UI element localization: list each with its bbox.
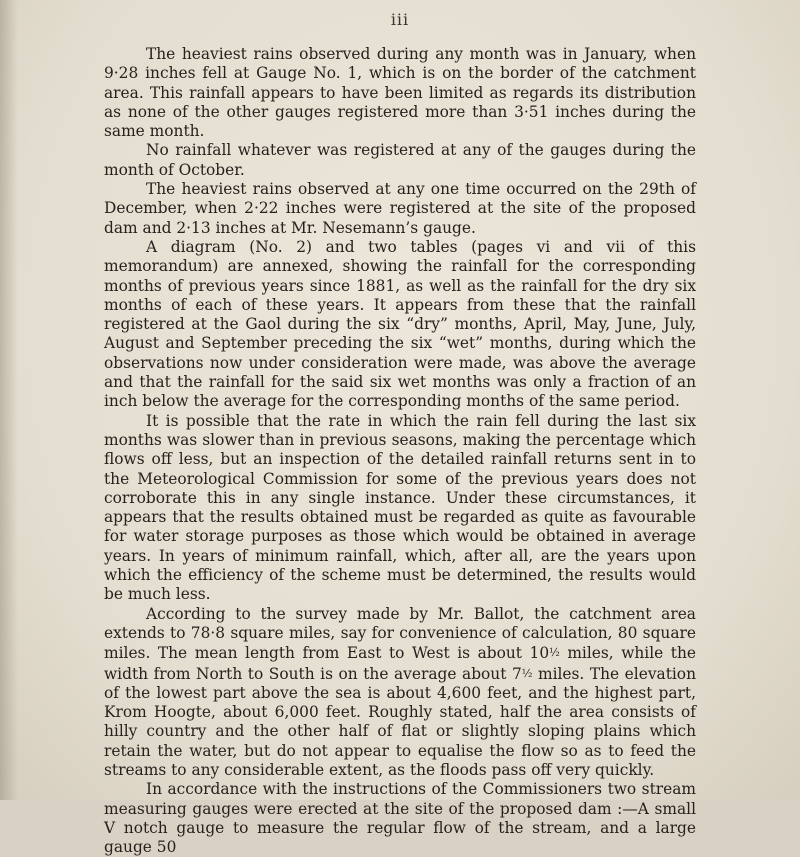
body-text bbox=[104, 45, 696, 857]
fraction-half-1: ½ bbox=[549, 646, 560, 660]
paragraph-october: No rainfall whatever was registered at any of the gauges during the month of October. bbox=[104, 141, 696, 179]
page-number: iii bbox=[390, 10, 410, 29]
paragraph-january-rainfall: The heaviest rains observed during any month was in January, when 9·28 inches fell at Gauge No. 1, which is on the border of the catchment area. This rainfall appears to have been limited as regards its distribution as none of the other gauges registered more than 3·51 inches during the same month. bbox=[104, 45, 696, 141]
paragraph-heaviest-rains: The heaviest rains observed at any one time occurred on the 29th of December, when 2·22 inches were registered at the site of the proposed dam and 2·13 inches at Mr. Nesemann’s gauge. bbox=[104, 180, 696, 237]
survey-text-c: miles. The elevation of the lowest part above the sea is about 4,600 feet, and the highest part, Krom Hoogte, about 6,000 feet. Roughly stated, half the area consists of hilly country and the other half of flat or slightly sloping plains which retain the water, but do not appear to equalise the flow so as to feed the streams to any considerable extent, as the floods pass off very quickly. bbox=[104, 664, 696, 779]
fraction-half-2: ½ bbox=[521, 666, 533, 680]
survey-text-a: According to the survey made by Mr. Ballot, the catchment area extends to 78·8 square miles, say for convenience of calculation, 80 square miles. The mean length from East to West is about 10 bbox=[104, 604, 696, 663]
paragraph-gauges: In accordance with the instructions of the Commissioners two stream measuring gauges were erected at the site of the proposed dam :—A small V notch gauge to measure the regular flow of the stream, and a large gauge 50 bbox=[104, 780, 696, 857]
survey-text-b: miles, while the width from North to South is on the average about 7 bbox=[104, 644, 696, 683]
paragraph-diagram-tables: A diagram (No. 2) and two tables (pages vi and vii of this memorandum) are annexed, showing the rainfall for the corresponding months of previous years since 1881, as well as the rainfall for the dry six months of each of these years. It appears from these that the rainfall registered at the Gaol during the six “dry” months, April, May, June, July, August and September preceding the six “wet” months, during which the observations now under consideration were made, was above the average and that the rainfall for the said six wet months was only a fraction of an inch below the average for the corresponding months of the same period. bbox=[104, 237, 696, 411]
gutter-shadow bbox=[0, 0, 18, 800]
paragraph-survey bbox=[104, 605, 696, 781]
paragraph-rate-of-rain: It is possible that the rate in which the rain fell during the last six months was slower than in previous seasons, making the percentage which flows off less, but an inspection of the detailed rainfall returns sent in to the Meteorological Commission for some of the previous years does not corroborate this in any single instance. Under these circumstances, it appears that the results obtained must be regarded as quite as favourable for water storage purposes as those which would be obtained in average years. In years of minimum rainfall, which, after all, are the years upon which the efficiency of the scheme must be determined, the results would be much less. bbox=[104, 411, 696, 604]
